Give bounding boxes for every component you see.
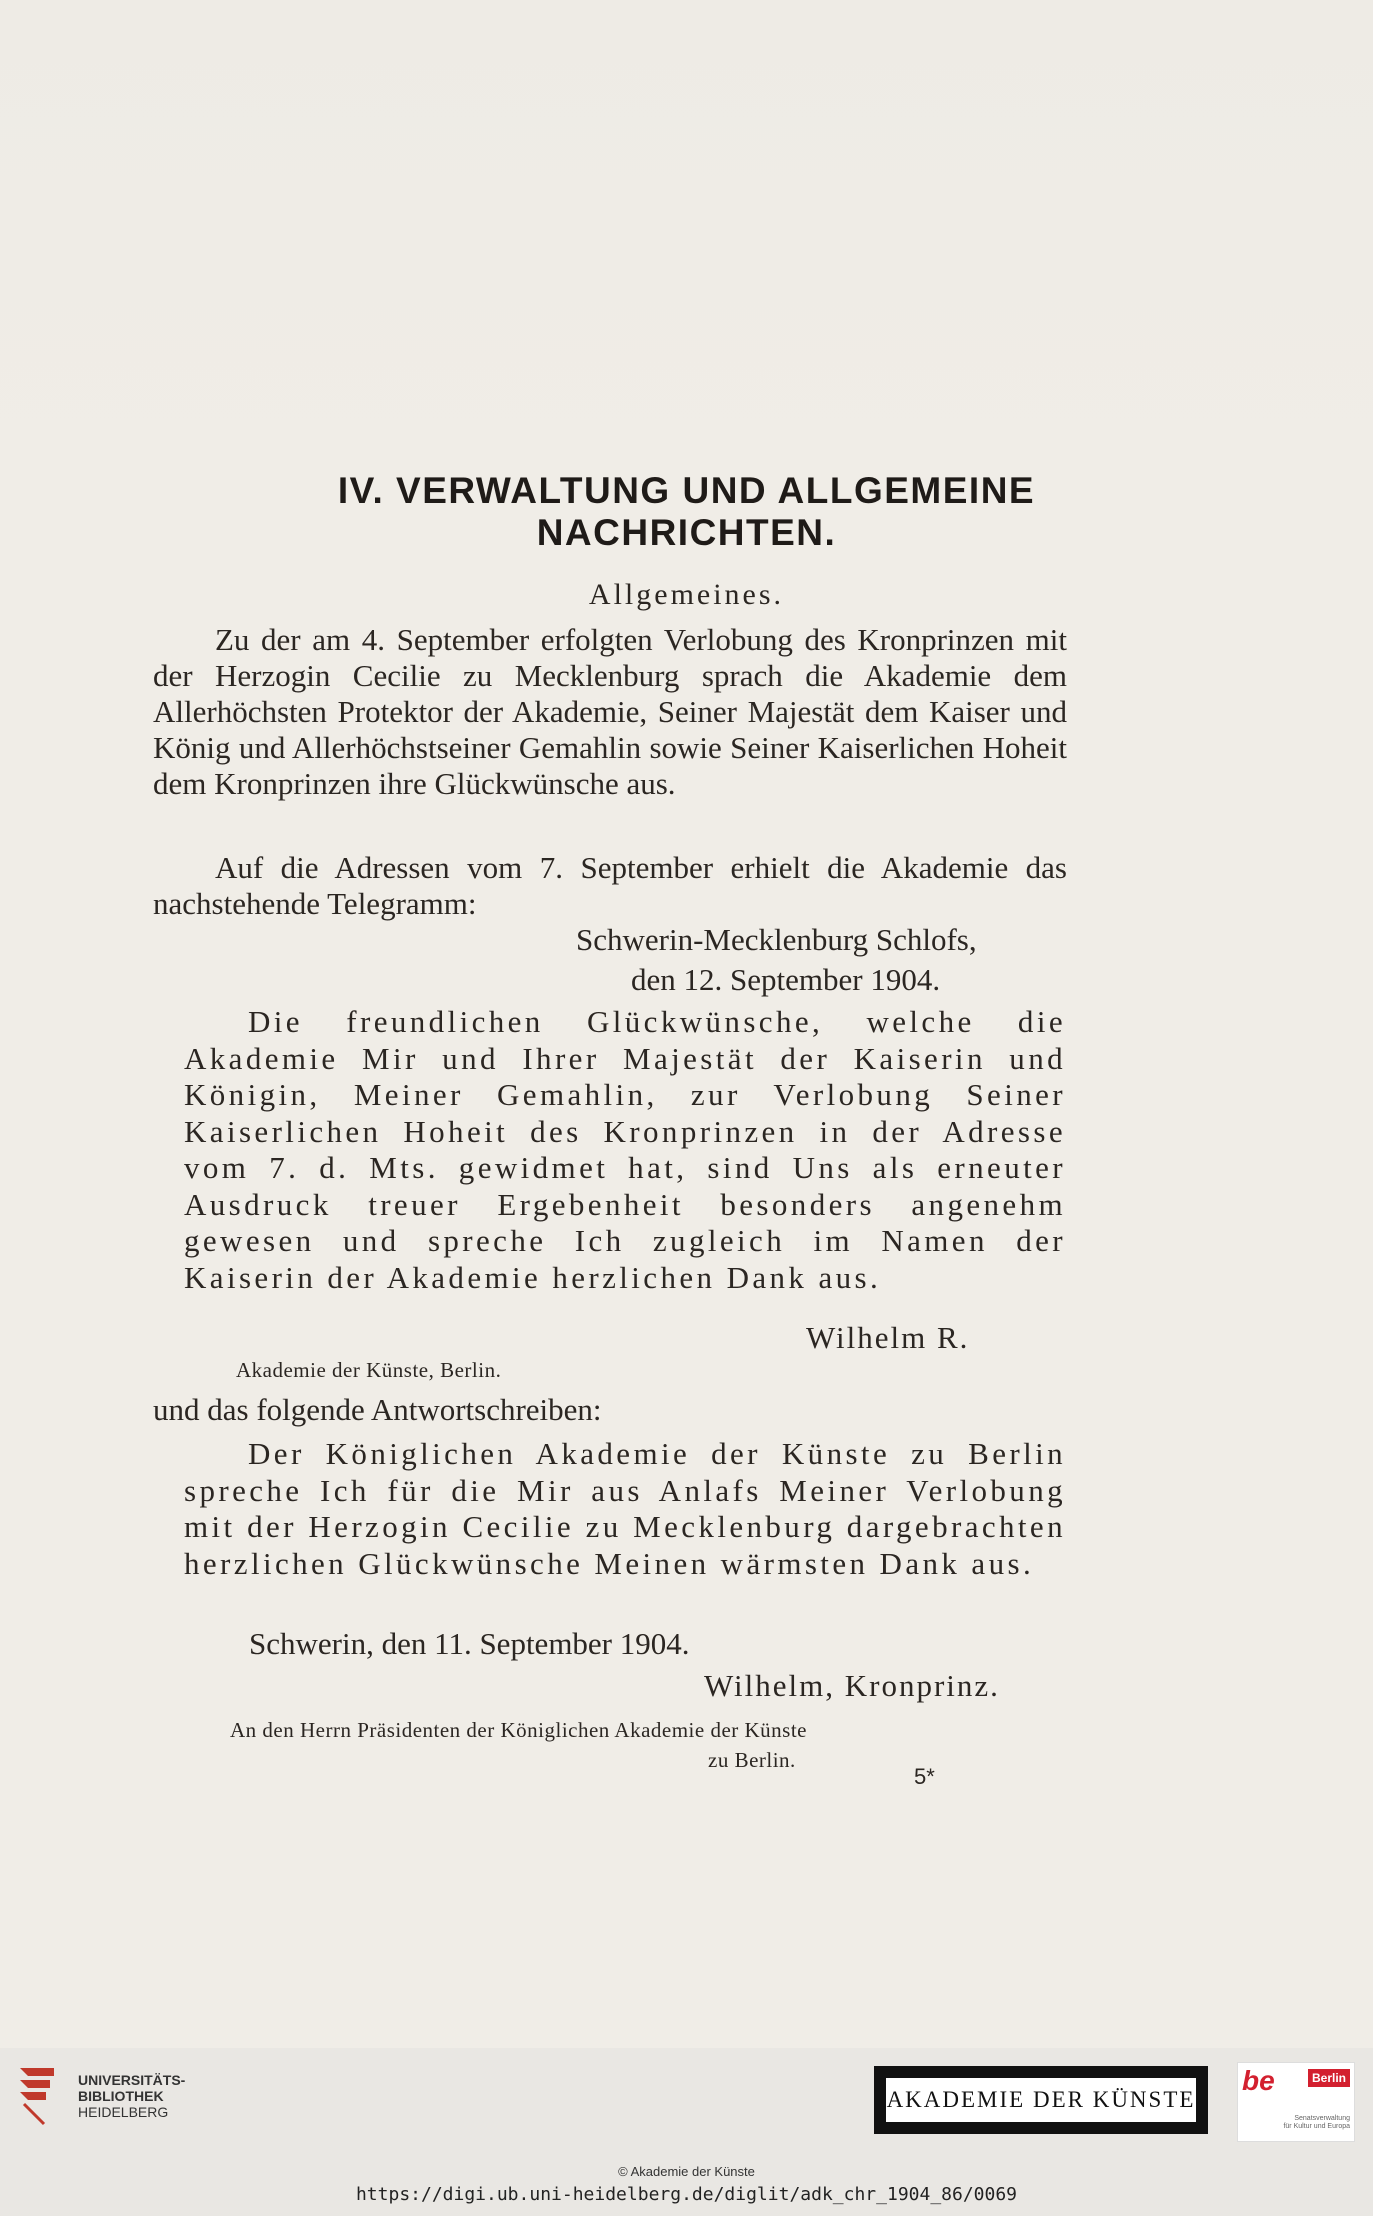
telegram-text: Die freundlichen Glückwünsche, welche die Akademie Mir und Ihrer Majestät der Kaiserin und Königin, Meiner Gemahlin, zur Verlobung Seiner Kaiserlichen Hoheit des Kronprinzen in der Adresse vom 7. d. Mts. gewidmet hat, sind Uns als erneuter Ausdruck treuer Ergebenheit besonders angenehm gewesen und spreche Ich zugleich im Namen der Kaiserin der Akademie herzlichen Dank aus. bbox=[184, 1004, 1066, 1295]
telegram-signature: Wilhelm R. bbox=[806, 1320, 970, 1355]
library-emblem-icon bbox=[14, 2058, 70, 2128]
section-heading-continued: NACHRICHTEN. bbox=[536, 512, 837, 553]
permalink-url[interactable]: https://digi.ub.uni-heidelberg.de/diglit/adk_chr_1904_86/0069 bbox=[355, 2184, 1018, 2205]
university-library-logo[interactable] bbox=[14, 2058, 70, 2133]
berlin-senate-logo[interactable] bbox=[1237, 2062, 1355, 2142]
library-name-line1: UNIVERSITÄTS- bbox=[78, 2072, 186, 2088]
page-marker: 5* bbox=[914, 1764, 935, 1789]
paragraph-reply-intro: und das folgende Antwortschreiben: bbox=[153, 1392, 602, 1427]
copyright-notice: © Akademie der Künste bbox=[618, 2164, 755, 2179]
letter-signature: Wilhelm, Kronprinz. bbox=[704, 1668, 1000, 1703]
berlin-logo-sub2: für Kultur und Europa bbox=[1283, 2123, 1350, 2130]
paragraph-announcement-text: Zu der am 4. September erfolgten Verlobung des Kronprinzen mit der Herzogin Cecilie zu Mecklenburg sprach die Akademie dem Allerhöchsten Protektor der Akademie, Seiner Majestät dem Kaiser und König und Allerhöchstseiner Gemahlin sowie Seiner Kaiserlichen Hoheit dem Kronprinzen ihre Glückwünsche aus. bbox=[153, 622, 1067, 801]
letter-addressee-city: zu Berlin. bbox=[708, 1748, 796, 1772]
akademie-logo[interactable] bbox=[874, 2066, 1208, 2134]
section-heading: IV. VERWALTUNG UND ALLGEMEINE bbox=[337, 470, 1036, 511]
akademie-logo-label: AKADEMIE DER KÜNSTE bbox=[886, 2078, 1196, 2122]
letter-addressee: An den Herrn Präsidenten der Königlichen Akademie der Künste bbox=[230, 1718, 808, 1742]
letter-text: Der Königlichen Akademie der Künste zu Berlin spreche Ich für die Mir aus Anlafs Meiner Verlobung mit der Herzogin Cecilie zu Mecklenburg dargebrachten herzlichen Glückwünsche Meinen wärmsten Dank aus. bbox=[184, 1436, 1066, 1581]
berlin-logo-subtitle bbox=[1283, 2115, 1350, 2131]
letter-place-date: Schwerin, den 11. September 1904. bbox=[249, 1626, 690, 1661]
telegram-date: den 12. September 1904. bbox=[631, 962, 941, 997]
berlin-logo-sub1: Senatsverwaltung bbox=[1294, 2115, 1350, 2122]
library-name-line3: HEIDELBERG bbox=[78, 2104, 169, 2120]
berlin-logo-tag: Berlin bbox=[1308, 2069, 1350, 2087]
telegram-addressee: Akademie der Künste, Berlin. bbox=[236, 1358, 502, 1382]
paragraph-telegram-intro bbox=[153, 850, 1067, 922]
telegram-place: Schwerin-Mecklenburg Schlofs, bbox=[576, 922, 977, 957]
subheading: Allgemeines. bbox=[588, 578, 785, 611]
paragraph-telegram-intro-text: Auf die Adressen vom 7. September erhielt die Akademie das nachstehende Telegramm: bbox=[153, 850, 1067, 921]
university-library-name[interactable] bbox=[78, 2072, 185, 2120]
show-through-area bbox=[0, 0, 1373, 480]
berlin-logo-word: be bbox=[1242, 2065, 1275, 2096]
library-name-line2: BIBLIOTHEK bbox=[78, 2088, 164, 2104]
paragraph-announcement bbox=[153, 622, 1067, 802]
